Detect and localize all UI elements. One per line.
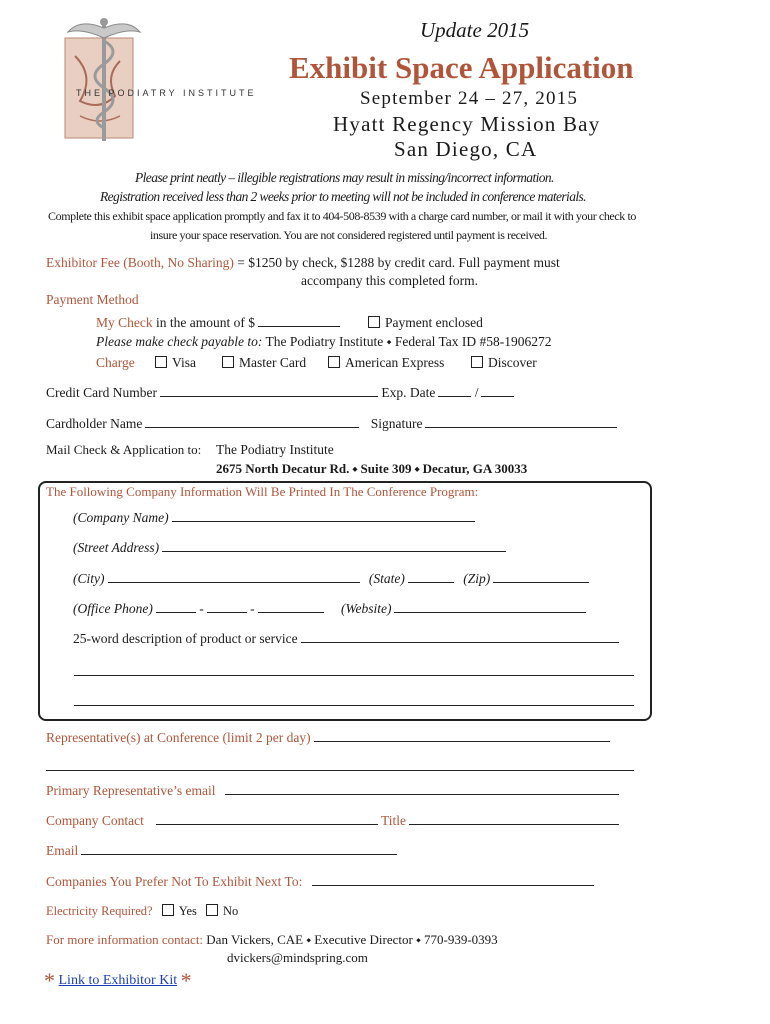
description-label: 25-word description of product or service — [73, 631, 298, 646]
email-row — [46, 843, 397, 859]
contact-value: Dan Vickers, CAE ⬩ Executive Director ⬩ 770-939-0393 — [203, 932, 498, 947]
mastercard-label: Master Card — [239, 355, 307, 370]
mail-name: The Podiatry Institute — [216, 442, 334, 457]
electricity-row — [46, 904, 238, 919]
mail-label: Mail Check & Application to: — [46, 442, 202, 457]
representatives-row — [46, 730, 610, 746]
electricity-no-option[interactable] — [206, 904, 238, 918]
representatives-field[interactable] — [314, 740, 610, 742]
street-label: (Street Address) — [73, 540, 160, 555]
payment-method-heading: Payment Method — [46, 292, 139, 307]
state-label: (State) — [368, 571, 405, 586]
payment-enclosed-label: Payment enclosed — [385, 315, 483, 330]
email-field[interactable] — [81, 853, 397, 855]
notice-registration: insure your space reservation. You are not considered registered until payment is received. — [150, 228, 548, 242]
contact-row — [46, 932, 498, 948]
electricity-no-label: No — [223, 904, 239, 918]
not-next-to-field[interactable] — [312, 884, 594, 886]
charge-option-mastercard[interactable] — [222, 355, 306, 371]
zip-field[interactable] — [493, 581, 589, 583]
amex-checkbox[interactable] — [328, 356, 340, 368]
electricity-yes-option[interactable] — [162, 904, 197, 918]
exhibitor-fee-row — [46, 255, 560, 271]
phone-line-field[interactable] — [258, 611, 324, 613]
state-field[interactable] — [408, 581, 454, 583]
electricity-yes-label: Yes — [178, 904, 197, 918]
cardholder-label: Cardholder Name — [46, 416, 143, 431]
charge-option-visa[interactable] — [155, 355, 196, 371]
street-field[interactable] — [162, 550, 506, 552]
exhibitor-fee-label: Exhibitor Fee (Booth, No Sharing) — [46, 255, 234, 270]
mail-address: 2675 North Decatur Rd. ⬩ Suite 309 ⬩ Decatur, GA 30033 — [216, 461, 528, 476]
company-contact-field[interactable] — [156, 823, 378, 825]
my-check-label: My Check — [96, 315, 153, 330]
electricity-label: Electricity Required? — [46, 904, 153, 918]
cardholder-name-field[interactable] — [145, 426, 359, 428]
visa-label: Visa — [172, 355, 196, 370]
page-title: Exhibit Space Application — [289, 50, 634, 85]
exhibitor-kit-link[interactable]: Link to Exhibitor Kit — [58, 973, 178, 988]
company-contact-label: Company Contact — [46, 813, 144, 828]
charge-label: Charge — [96, 355, 135, 370]
description-field-2[interactable] — [74, 675, 634, 676]
kit-star-left: * — [44, 968, 55, 993]
electricity-yes-checkbox[interactable] — [162, 904, 174, 916]
conference-city: San Diego, CA — [394, 137, 538, 161]
caduceus-logo-icon — [60, 16, 240, 146]
title-field[interactable] — [409, 823, 619, 825]
credit-card-number-field[interactable] — [160, 395, 378, 397]
website-field[interactable] — [394, 611, 586, 613]
conference-venue: Hyatt Regency Mission Bay — [333, 112, 601, 136]
update-year: Update 2015 — [420, 18, 530, 42]
city-label: (City) — [73, 571, 105, 586]
representatives-field-2[interactable] — [46, 770, 634, 771]
podiatry-institute-logo — [60, 16, 257, 146]
visa-checkbox[interactable] — [155, 356, 167, 368]
office-phone-label: (Office Phone) — [73, 601, 153, 616]
primary-email-field[interactable] — [225, 793, 619, 795]
exp-month-field[interactable] — [438, 395, 471, 397]
org-name-text: THE PODIATRY INSTITUTE — [76, 88, 257, 98]
exhibitor-fee-text: = $1250 by check, $1288 by credit card. Full payment must — [233, 255, 560, 270]
exhibitor-kit-row — [44, 968, 192, 994]
amex-label: American Express — [345, 355, 445, 370]
discover-checkbox[interactable] — [471, 356, 483, 368]
kit-star-right: * — [180, 968, 192, 993]
notice-deadline: Registration received less than 2 weeks prior to meeting will not be included in conference materials. — [100, 189, 586, 204]
my-check-row — [96, 315, 340, 331]
phone-dash-2: - — [250, 601, 255, 616]
description-field-3[interactable] — [74, 705, 634, 706]
payment-enclosed-option[interactable] — [368, 315, 483, 331]
description-row — [73, 631, 619, 647]
phone-prefix-field[interactable] — [207, 611, 247, 613]
representatives-label: Representative(s) at Conference (limit 2 per day) — [46, 730, 311, 745]
city-field[interactable] — [108, 581, 360, 583]
contact-label: For more information contact: — [46, 932, 204, 947]
notice-fax-instructions: Complete this exhibit space application promptly and fax it to 404-508-8539 with a charge card number, or mail it with your check to — [48, 209, 637, 223]
exp-slash: / — [474, 385, 479, 400]
website-label: (Website) — [340, 601, 392, 616]
charge-option-discover[interactable] — [471, 355, 537, 371]
not-next-to-row — [46, 874, 594, 890]
amount-label: in the amount of $ — [152, 315, 255, 330]
payable-row — [96, 334, 552, 350]
description-field-1[interactable] — [301, 641, 619, 643]
payable-value: The Podiatry Institute ⬩ Federal Tax ID #58-1906272 — [262, 334, 552, 349]
company-name-label: (Company Name) — [73, 510, 169, 525]
mastercard-checkbox[interactable] — [222, 356, 234, 368]
payment-enclosed-checkbox[interactable] — [368, 316, 380, 328]
phone-row — [73, 601, 586, 617]
primary-email-label: Primary Representative’s email — [46, 783, 216, 798]
title-label: Title — [381, 813, 407, 828]
zip-label: (Zip) — [463, 571, 491, 586]
street-row — [73, 540, 506, 556]
check-amount-field[interactable] — [258, 325, 340, 327]
signature-label: Signature — [370, 416, 423, 431]
cardholder-row — [46, 416, 617, 432]
exp-year-field[interactable] — [481, 395, 514, 397]
discover-label: Discover — [488, 355, 537, 370]
exp-date-label: Exp. Date — [381, 385, 436, 400]
notice-print-neatly: Please print neatly – illegible registrations may result in missing/incorrect information. — [135, 170, 554, 185]
signature-field[interactable] — [425, 426, 617, 428]
contact-email: dvickers@mindspring.com — [227, 950, 368, 965]
credit-card-label: Credit Card Number — [46, 385, 157, 400]
primary-email-row — [46, 783, 619, 799]
credit-card-row — [46, 385, 514, 401]
exhibitor-fee-text-2: accompany this completed form. — [301, 273, 478, 288]
payable-label: Please make check payable to: — [96, 334, 263, 349]
charge-option-amex[interactable] — [328, 355, 444, 371]
company-name-row — [73, 510, 475, 526]
company-contact-row — [46, 813, 619, 829]
city-row — [73, 571, 589, 587]
not-next-to-label: Companies You Prefer Not To Exhibit Next To: — [46, 874, 303, 889]
electricity-no-checkbox[interactable] — [206, 904, 218, 916]
company-name-field[interactable] — [172, 520, 475, 522]
phone-area-field[interactable] — [156, 611, 196, 613]
company-info-heading: The Following Company Information Will Be Printed In The Conference Program: — [46, 484, 479, 499]
email-label: Email — [46, 843, 79, 858]
phone-dash-1: - — [199, 601, 204, 616]
conference-dates: September 24 – 27, 2015 — [360, 88, 579, 109]
